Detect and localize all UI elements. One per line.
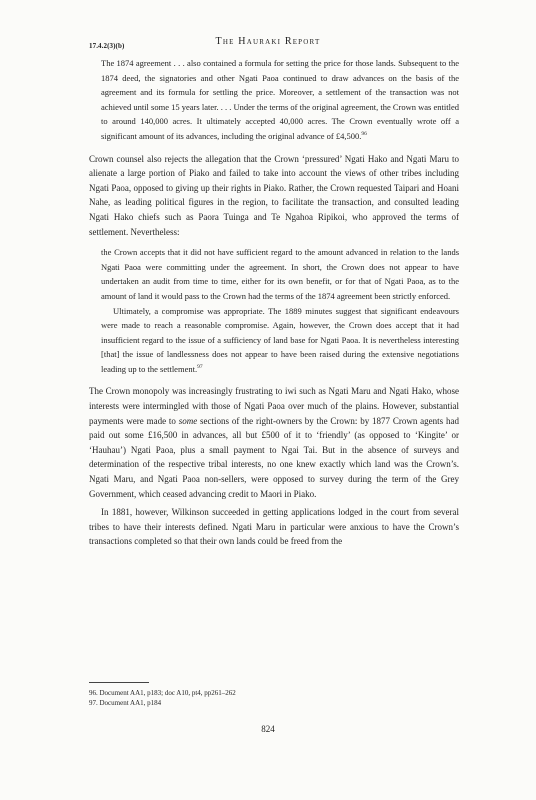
block-quote-2 — [89, 245, 459, 376]
section-number: 17.4.2(3)(b) — [89, 42, 125, 50]
emphasis: some — [178, 415, 198, 426]
quote-paragraph: The 1874 agreement . . . also contained a formula for setting the price for those lands. Subsequent to the 1874 deed, the signatories and other Ngati Paoa continued to draw advances on the basis of the agreement and its formula for settling the price. Moreover, a settlement of the transaction was not achieved until some 15 years later. . . . Under the terms of the original agreement, the Crown was entitled to around 140,000 acres. It ultimately accepted 40,000 acres. The Crown eventually wrote off a significant amount of its advances, including the original advance of £4,500.96 — [101, 58, 459, 141]
paragraph-crown-counsel: Crown counsel also rejects the allegation that the Crown ‘pressured’ Ngati Hako and Ngati Maru to alienate a large portion of Piako and failed to take into account the views of other tribes including Ngati Paoa, opposed to giving up their rights in Piako. Rather, the Crown requested Taipari and Hoani Nahe, as leading political figures in the region, to facilitate the transaction, and consulted leading Ngati Hako chiefs such as Paora Tuinga and Te Ngahoa Ripikoi, who approved the terms of settlement. Nevertheless: — [89, 153, 459, 237]
page-number: 824 — [261, 724, 275, 734]
quote-paragraph: the Crown accepts that it did not have sufficient regard to the amount advanced in relation to the lands Ngati Paoa were committing under the agreement. In short, the Crown does not appear to have undertaken an audit from time to time, either for its own benefit, or for that of Ngati Paoa, as to the amount of land it would pass to the Crown had the terms of the 1874 agreement been strictly enforced. — [101, 247, 459, 301]
quote-paragraph: Ultimately, a compromise was appropriate. The 1889 minutes suggest that significant endeavours were made to reach a reasonable compromise. Again, however, the Crown does accept that it had insufficient regard to the issue of a sufficiency of land base for Ngati Paoa. It is nevertheless interesting [that] the issue of landlessness does not appear to have been raised during the extensive negotiations leading up to the settlement.$^{97}$ — [101, 305, 459, 374]
footnote-divider — [89, 682, 149, 683]
block-quote-1 — [89, 56, 459, 144]
body-text — [89, 56, 459, 549]
footnote-96: 96. Document AA1, p183; doc A10, pt4, pp261–262 — [89, 689, 236, 697]
running-header: The Hauraki Report — [215, 36, 321, 47]
footnote-ref-97[interactable]: 97 — [197, 364, 203, 371]
footnote-97: 97. Document AA1, p184 — [89, 699, 162, 707]
footnote-ref-96[interactable]: 96 — [361, 131, 367, 138]
paragraph-crown-monopoly: The Crown monopoly was increasingly frustrating to iwi such as Ngati Maru and Ngati Hako, whose interests were intermingled with those of Ngati Paoa over much of the plains. However, substantial payments were made to some sections of the right-owners by the Crown: by 1877 Crown agents had paid out some £16,500 in advances, all but £500 of it to ‘friendly’ (as opposed to ‘Kingite’ or ‘Hauhau’) Ngati Paoa, plus a small payment to Ngai Tai. But in the absence of surveys and determination of the respective tribal interests, no one knew exactly which land was the Crown’s. Ngati Maru, and Ngati Paoa non-sellers, were opposed to survey during the term of the Grey Government, which ceased advancing credit to Maori in Piako. — [89, 386, 459, 499]
paragraph-1881: In 1881, however, Wilkinson succeeded in getting applications lodged in the court from several tribes to have their interests defined. Ngati Maru in particular were anxious to have the Crown’s transactions completed so that their own lands could be freed from the — [89, 507, 459, 547]
